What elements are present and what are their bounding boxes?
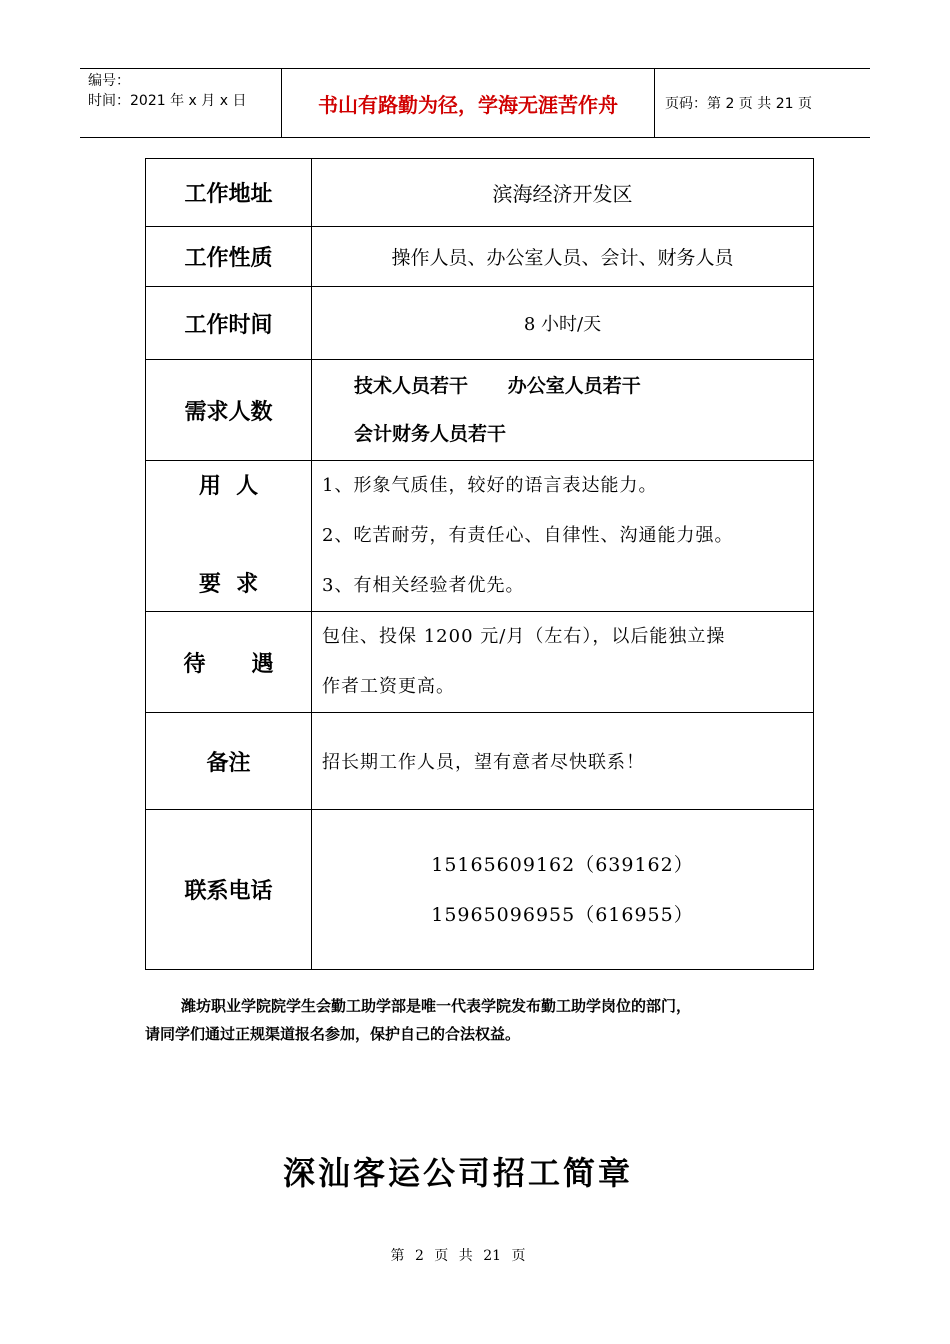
table-row	[146, 810, 814, 970]
remark-label: 备注	[146, 713, 312, 810]
header-meta	[80, 69, 282, 137]
demand-line: 会计财务人员若干	[354, 423, 507, 445]
benefit-line: 作者工资更高。	[322, 676, 455, 697]
table-row	[146, 461, 814, 612]
list-item: 1、形象气质佳，较好的语言表达能力。	[322, 475, 658, 496]
header-page-info: 页码：第 2 页 共 21 页	[665, 96, 812, 112]
nature-value: 操作人员、办公室人员、会计、财务人员	[312, 227, 814, 287]
header-time: 时间：2021 年 x 月 x 日	[88, 93, 247, 109]
phone-number: 15165609162（639162）	[431, 853, 694, 876]
table-row	[146, 612, 814, 713]
requirements-label	[146, 461, 312, 612]
benefit-line: 包住、投保 1200 元/月（左右），以后能独立操	[322, 626, 726, 647]
phone-values	[312, 810, 814, 970]
hours-value: 8 小时/天	[312, 287, 814, 360]
section-title: 深汕客运公司招工简章	[282, 1154, 633, 1192]
address-value: 滨海经济开发区	[312, 159, 814, 227]
list-item: 3、有相关经验者优先。	[322, 575, 525, 596]
table-row	[146, 360, 814, 461]
remark-value: 招长期工作人员，望有意者尽快联系！	[312, 713, 814, 810]
page-header	[80, 68, 870, 138]
demand-value	[312, 360, 814, 461]
page-footer: 第 2 页 共 21 页	[390, 1248, 526, 1264]
table-row	[146, 159, 814, 227]
phone-number: 15965096955（616955）	[431, 903, 694, 926]
header-number: 编号：	[88, 73, 130, 89]
table-row	[146, 287, 814, 360]
list-item: 2、吃苦耐劳，有责任心、自律性、沟通能力强。	[322, 525, 734, 546]
nature-label: 工作性质	[146, 227, 312, 287]
requirements-list	[312, 461, 814, 612]
header-motto: 书山有路勤为径，学海无涯苦作舟	[282, 69, 655, 137]
notice-line: 请同学们通过正规渠道报名参加，保护自己的合法权益。	[145, 1025, 521, 1043]
hours-label: 工作时间	[146, 287, 312, 360]
notice-line: 潍坊职业学院院学生会勤工助学部是唯一代表学院发布勤工助学岗位的部门，	[181, 997, 692, 1015]
requirements-label-bottom: 要 求	[198, 572, 259, 597]
phone-label: 联系电话	[146, 810, 312, 970]
table-row	[146, 227, 814, 287]
requirements-label-top: 用 人	[198, 474, 259, 499]
address-label: 工作地址	[146, 159, 312, 227]
benefit-label: 待 遇	[146, 612, 312, 713]
demand-line: 技术人员若干 办公室人员若干	[354, 375, 641, 397]
notice-paragraph	[145, 992, 825, 1048]
table-row	[146, 713, 814, 810]
job-info-table	[145, 158, 814, 970]
benefit-value	[312, 612, 814, 713]
demand-label: 需求人数	[146, 360, 312, 461]
